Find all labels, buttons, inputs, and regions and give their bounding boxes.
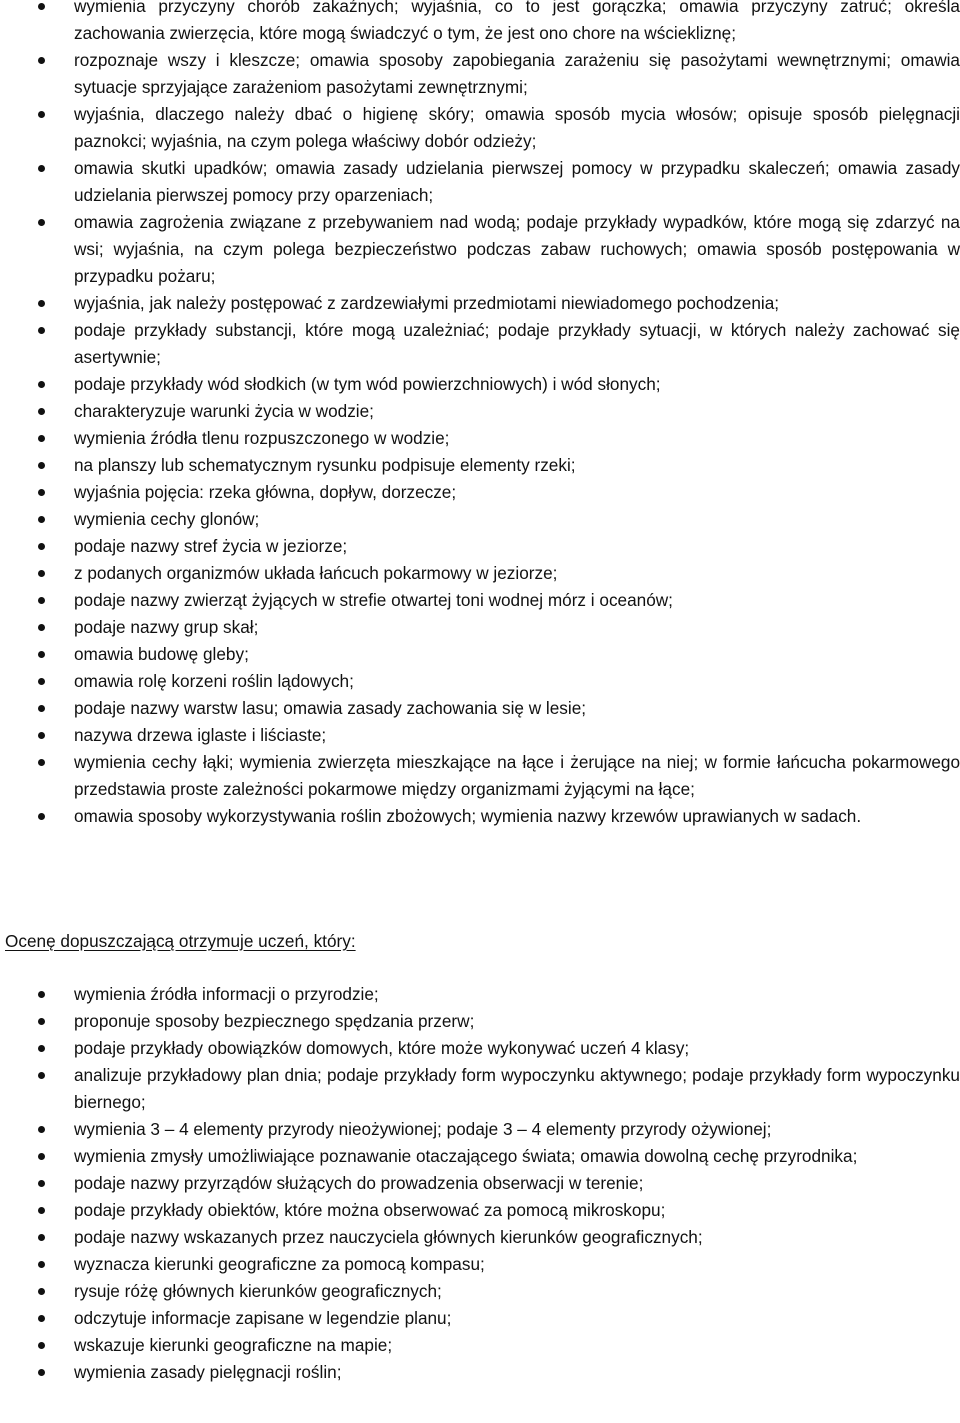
list-item bbox=[0, 1224, 960, 1251]
list-item-text: podaje nazwy grup skał; bbox=[74, 617, 259, 637]
list-item bbox=[0, 1359, 960, 1386]
bullet-icon bbox=[38, 219, 45, 226]
list-item bbox=[0, 722, 960, 749]
list-item bbox=[0, 641, 960, 668]
list-item-text: podaje przykłady obowiązków domowych, które może wykonywać uczeń 4 klasy; bbox=[74, 1038, 690, 1058]
list-item bbox=[0, 749, 960, 803]
list-item bbox=[0, 1197, 960, 1224]
list-item bbox=[0, 614, 960, 641]
list-item bbox=[0, 1143, 960, 1170]
bullet-icon bbox=[38, 1342, 45, 1349]
list-item bbox=[0, 587, 960, 614]
list-item bbox=[0, 1035, 960, 1062]
list-item bbox=[0, 668, 960, 695]
bullet-icon bbox=[38, 1207, 45, 1214]
list-item bbox=[0, 47, 960, 101]
bullet-icon bbox=[38, 111, 45, 118]
list-item-text: wymienia zasady pielęgnacji roślin; bbox=[74, 1362, 342, 1382]
list-item bbox=[0, 1062, 960, 1116]
list-item bbox=[0, 290, 960, 317]
bullet-icon bbox=[38, 597, 45, 604]
list-item-text: nazywa drzewa iglaste i liściaste; bbox=[74, 725, 327, 745]
bullet-icon bbox=[38, 327, 45, 334]
bullet-icon bbox=[38, 705, 45, 712]
bullet-icon bbox=[38, 1180, 45, 1187]
list-item-text: podaje nazwy wskazanych przez nauczyciela głównych kierunków geograficznych; bbox=[74, 1227, 703, 1247]
list-item-text: podaje nazwy warstw lasu; omawia zasady zachowania się w lesie; bbox=[74, 698, 587, 718]
section-heading: Ocenę dopuszczającą otrzymuje uczeń, który: bbox=[5, 931, 356, 951]
list-item bbox=[0, 1170, 960, 1197]
bullet-icon bbox=[38, 543, 45, 550]
bullet-icon bbox=[38, 1369, 45, 1376]
bullet-icon bbox=[38, 759, 45, 766]
bullet-icon bbox=[38, 3, 45, 10]
list-item bbox=[0, 479, 960, 506]
list-item bbox=[0, 1278, 960, 1305]
list-item-text: podaje nazwy przyrządów służących do prowadzenia obserwacji w terenie; bbox=[74, 1173, 644, 1193]
list-item bbox=[0, 1305, 960, 1332]
list-item-text: analizuje przykładowy plan dnia; podaje przykłady form wypoczynku aktywnego; podaje przykłady form wypoczynku biernego; bbox=[74, 1065, 960, 1112]
bullet-icon bbox=[38, 1261, 45, 1268]
bullet-icon bbox=[38, 381, 45, 388]
list-item bbox=[0, 398, 960, 425]
list-item-text: wymienia cechy glonów; bbox=[74, 509, 260, 529]
list-item-text: wyjaśnia, dlaczego należy dbać o higienę skóry; omawia sposób mycia włosów; opisuje sposób pielęgnacji paznokci; wyjaśnia, na czym polega właściwy dobór odzieży; bbox=[74, 104, 960, 151]
list-item-text: podaje przykłady obiektów, które można obserwować za pomocą mikroskopu; bbox=[74, 1200, 666, 1220]
list-item-text: wymienia przyczyny chorób zakaźnych; wyjaśnia, co to jest gorączka; omawia przyczyny zatruć; określa zachowania zwierzęcia, które mogą świadczyć o tym, że jest ono chore na wściekliznę; bbox=[74, 0, 960, 43]
bullet-icon bbox=[38, 57, 45, 64]
bullet-icon bbox=[38, 516, 45, 523]
list-item bbox=[0, 425, 960, 452]
bullet-icon bbox=[38, 489, 45, 496]
list-item-text: omawia budowę gleby; bbox=[74, 644, 249, 664]
bullet-icon bbox=[38, 624, 45, 631]
list-item bbox=[0, 1251, 960, 1278]
list-item-text: rozpoznaje wszy i kleszcze; omawia sposoby zapobiegania zarażeniu się pasożytami wewnętrznymi; omawia sytuacje sprzyjające zarażeniom pasożytami zewnętrznymi; bbox=[74, 50, 960, 97]
bullet-icon bbox=[38, 1126, 45, 1133]
list-item-text: wymienia cechy łąki; wymienia zwierzęta mieszkające na łące i żerujące na niej; w formie łańcucha pokarmowego przedstawia proste zależności pokarmowe między organizmami żyjącymi na łące; bbox=[74, 752, 960, 799]
list-item-text: wyznacza kierunki geograficzne za pomocą kompasu; bbox=[74, 1254, 485, 1274]
list-item-text: proponuje sposoby bezpiecznego spędzania przerw; bbox=[74, 1011, 475, 1031]
list-item bbox=[0, 452, 960, 479]
list-item bbox=[0, 506, 960, 533]
list-item-text: z podanych organizmów układa łańcuch pokarmowy w jeziorze; bbox=[74, 563, 558, 583]
list-item bbox=[0, 0, 960, 47]
list-item-text: odczytuje informacje zapisane w legendzie planu; bbox=[74, 1308, 452, 1328]
list-item bbox=[0, 1116, 960, 1143]
bullet-icon bbox=[38, 1234, 45, 1241]
list-item bbox=[0, 101, 960, 155]
bullet-icon bbox=[38, 300, 45, 307]
bullet-icon bbox=[38, 678, 45, 685]
bullet-icon bbox=[38, 1315, 45, 1322]
list-item bbox=[0, 981, 960, 1008]
list-item-text: podaje nazwy zwierząt żyjących w strefie otwartej toni wodnej mórz i oceanów; bbox=[74, 590, 673, 610]
list-item-text: rysuje różę głównych kierunków geograficznych; bbox=[74, 1281, 442, 1301]
list-item-text: omawia sposoby wykorzystywania roślin zbożowych; wymienia nazwy krzewów uprawianych w sadach. bbox=[74, 806, 862, 826]
list-item-text: podaje przykłady wód słodkich (w tym wód powierzchniowych) i wód słonych; bbox=[74, 374, 661, 394]
list-item-text: charakteryzuje warunki życia w wodzie; bbox=[74, 401, 374, 421]
list-item bbox=[0, 803, 960, 830]
list-item bbox=[0, 317, 960, 371]
bullet-icon bbox=[38, 1018, 45, 1025]
list-item-text: wyjaśnia, jak należy postępować z zardzewiałymi przedmiotami niewiadomego pochodzenia; bbox=[74, 293, 780, 313]
list-item-text: wskazuje kierunki geograficzne na mapie; bbox=[74, 1335, 393, 1355]
list-item-text: podaje przykłady substancji, które mogą uzależniać; podaje przykłady sytuacji, w których należy zachować się asertywnie; bbox=[74, 320, 960, 367]
list-item-text: na planszy lub schematycznym rysunku podpisuje elementy rzeki; bbox=[74, 455, 576, 475]
bullet-icon bbox=[38, 462, 45, 469]
bullet-icon bbox=[38, 813, 45, 820]
bullet-icon bbox=[38, 570, 45, 577]
list-item bbox=[0, 209, 960, 290]
list-item-text: wyjaśnia pojęcia: rzeka główna, dopływ, dorzecze; bbox=[74, 482, 457, 502]
bullet-icon bbox=[38, 165, 45, 172]
list-item bbox=[0, 155, 960, 209]
bullet-icon bbox=[38, 1072, 45, 1079]
bullet-icon bbox=[38, 1045, 45, 1052]
list-item bbox=[0, 533, 960, 560]
list-item-text: podaje nazwy stref życia w jeziorze; bbox=[74, 536, 348, 556]
list-item bbox=[0, 1332, 960, 1359]
list-item bbox=[0, 1008, 960, 1035]
bullet-icon bbox=[38, 1288, 45, 1295]
bullet-icon bbox=[38, 1153, 45, 1160]
list-item-text: wymienia źródła tlenu rozpuszczonego w wodzie; bbox=[74, 428, 450, 448]
list-item-text: omawia rolę korzeni roślin lądowych; bbox=[74, 671, 354, 691]
list-item-text: omawia skutki upadków; omawia zasady udzielania pierwszej pomocy w przypadku skaleczeń; omawia zasady udzielania pierwszej pomocy przy oparzeniach; bbox=[74, 158, 960, 205]
list-item bbox=[0, 371, 960, 398]
bullet-icon bbox=[38, 991, 45, 998]
list-item-text: omawia zagrożenia związane z przebywaniem nad wodą; podaje przykłady wypadków, które mogą się zdarzyć na wsi; wyjaśnia, na czym polega bezpieczeństwo podczas zabaw ruchowych; omawia sposób postępowania w przypadku pożaru; bbox=[74, 212, 960, 286]
bullet-icon bbox=[38, 408, 45, 415]
list-item-text: wymienia zmysły umożliwiające poznawanie otaczającego świata; omawia dowolną cechę przyrodnika; bbox=[74, 1146, 858, 1166]
bullet-icon bbox=[38, 435, 45, 442]
bullet-icon bbox=[38, 651, 45, 658]
requirements-list-2 bbox=[0, 981, 960, 1386]
bullet-icon bbox=[38, 732, 45, 739]
list-item-text: wymienia 3 – 4 elementy przyrody nieożywionej; podaje 3 – 4 elementy przyrody ożywionej; bbox=[74, 1119, 772, 1139]
list-item-text: wymienia źródła informacji o przyrodzie; bbox=[74, 984, 379, 1004]
list-item bbox=[0, 560, 960, 587]
list-item bbox=[0, 695, 960, 722]
